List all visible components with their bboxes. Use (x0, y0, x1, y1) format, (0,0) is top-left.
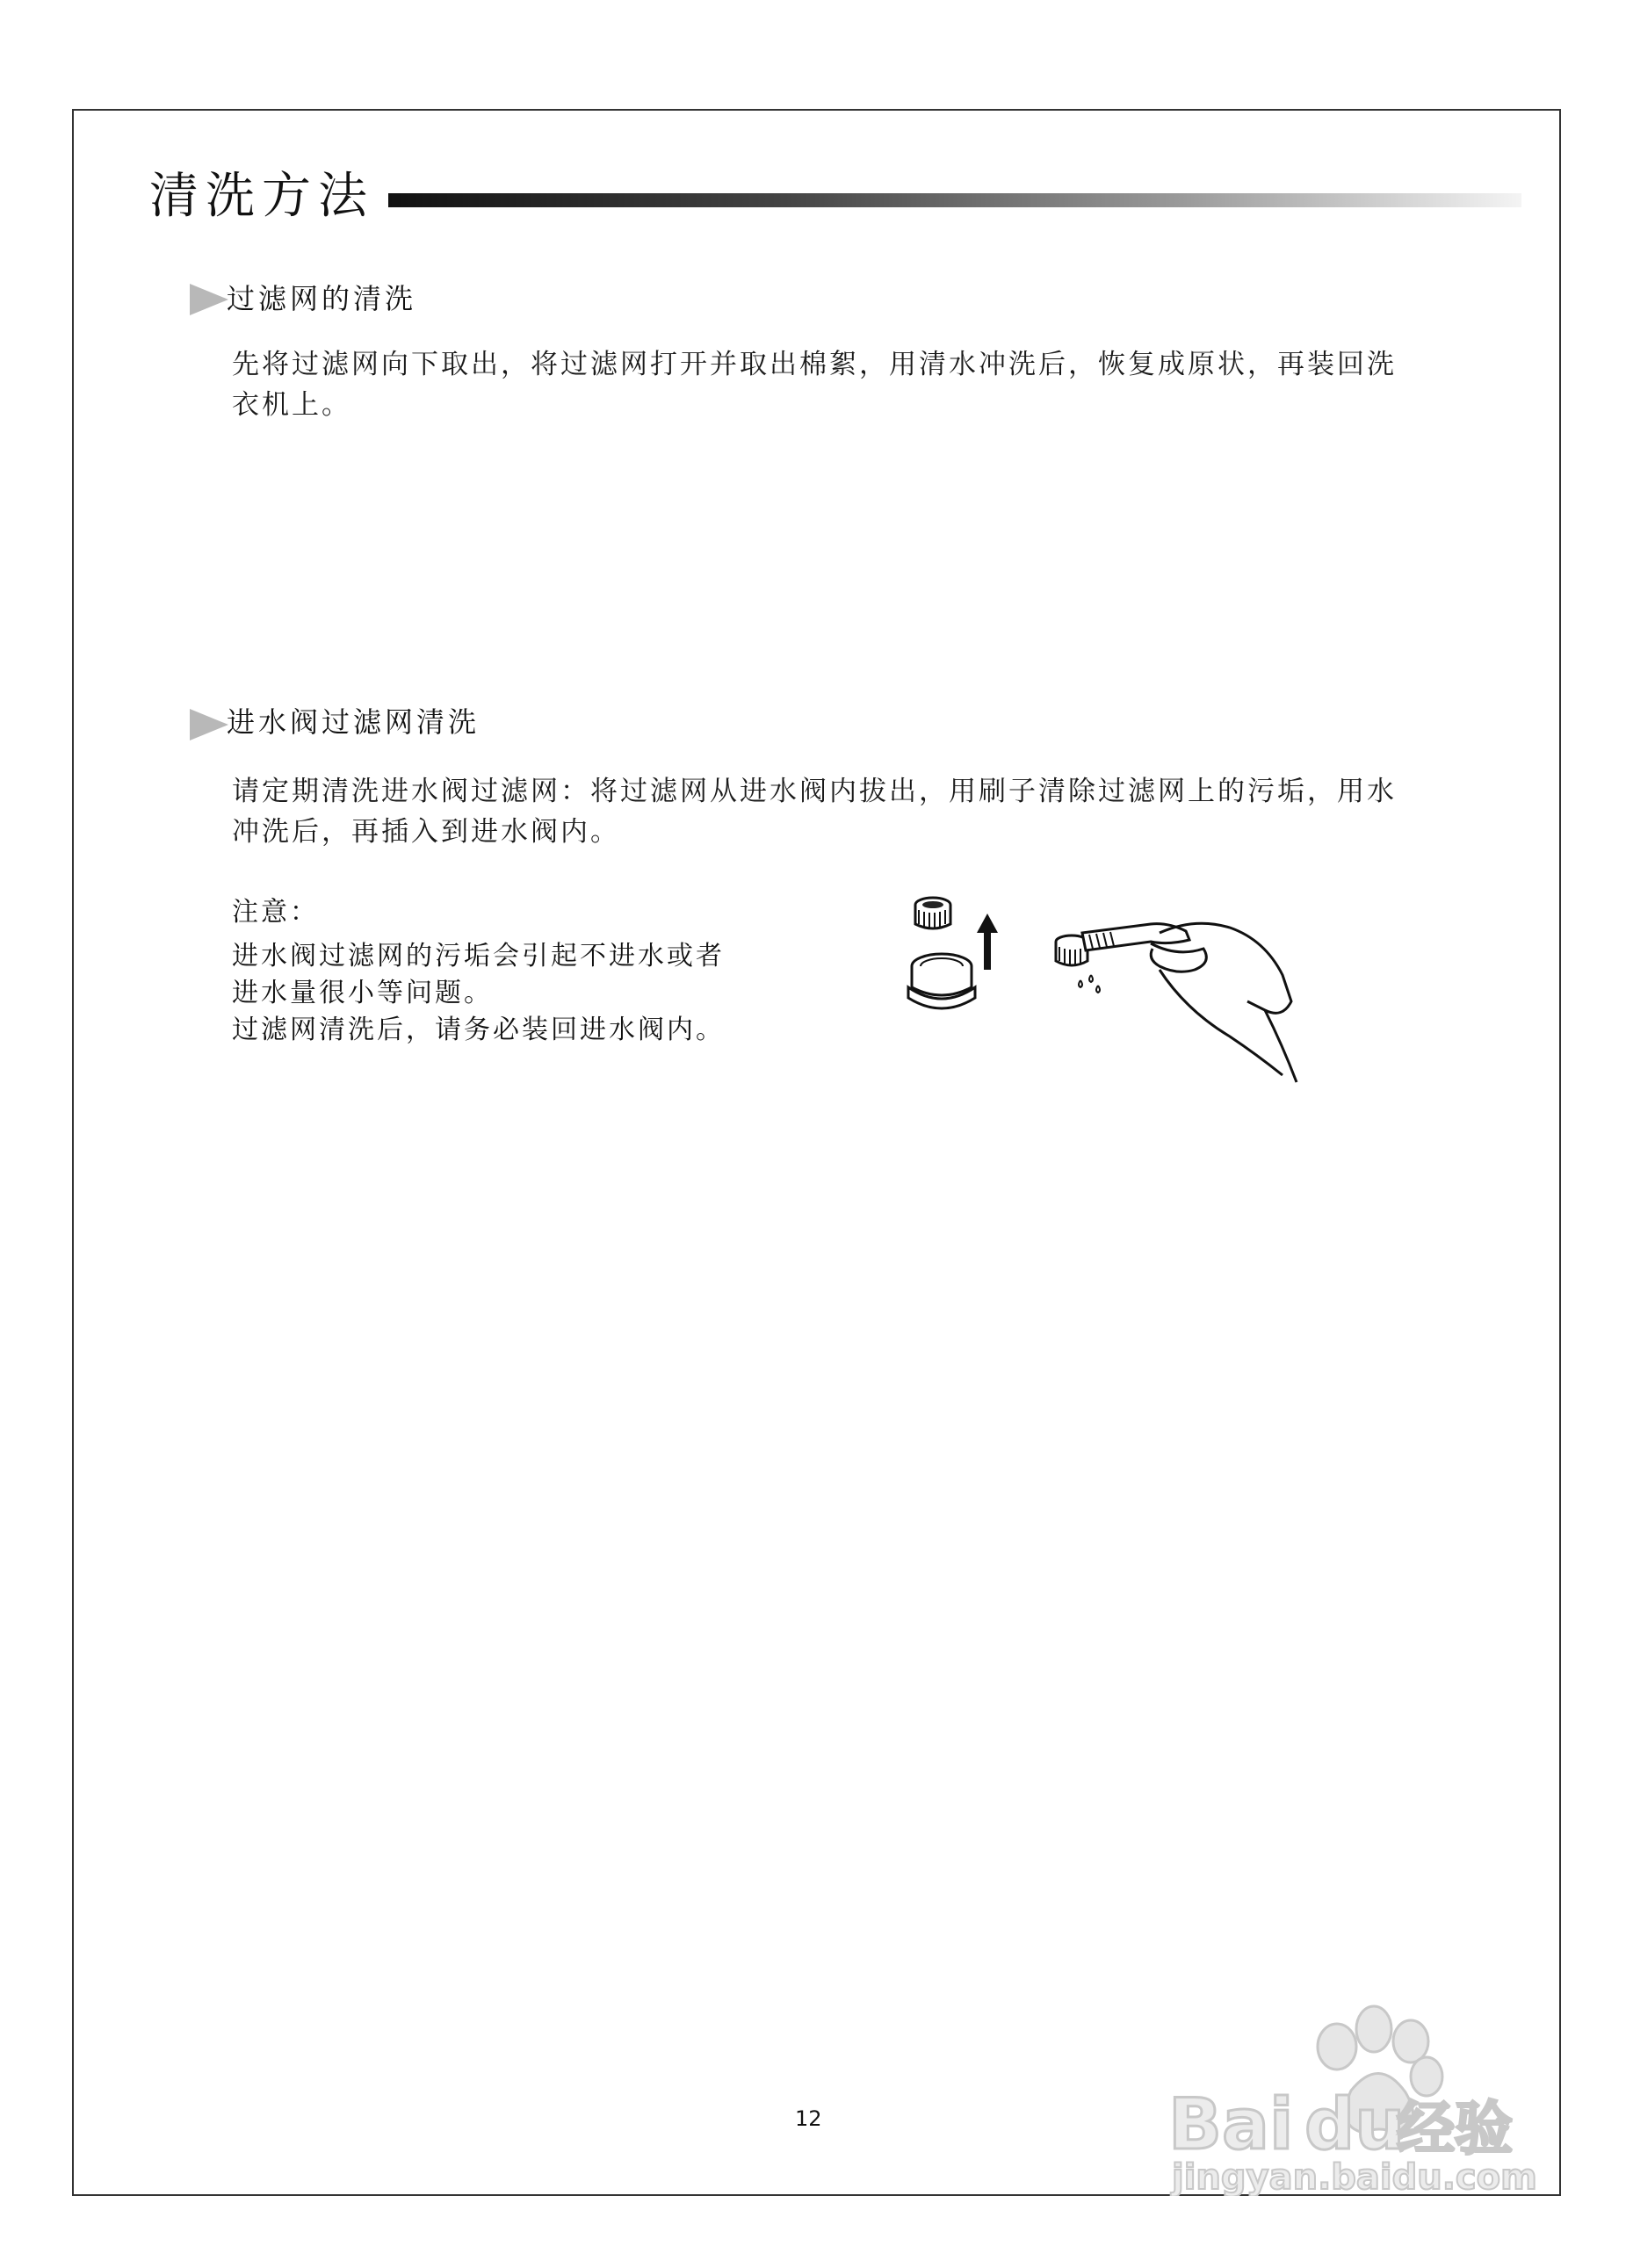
section-body-line: 冲洗后，再插入到进水阀内。 (232, 816, 620, 848)
section-heading-inlet-filter: 进水阀过滤网清洗 (227, 705, 481, 739)
hand-icon (1151, 923, 1297, 1082)
note-line: 进水量很小等问题。 (232, 978, 493, 1008)
note-line: 进水阀过滤网的污垢会引起不进水或者 (232, 941, 725, 971)
section-body-line: 衣机上。 (232, 389, 351, 421)
arrow-up-icon (977, 914, 998, 970)
section-heading-filter: 过滤网的清洗 (227, 282, 417, 315)
section-body-line: 请定期清洗进水阀过滤网：将过滤网从进水阀内拔出，用刷子清除过滤网上的污垢，用水 (232, 776, 1397, 807)
filter-cap-icon (915, 898, 950, 928)
note-line: 过滤网清洗后，请务必装回进水阀内。 (232, 1015, 725, 1045)
watermark-brand-text: Bai (1168, 2084, 1294, 2165)
water-drops-icon (1079, 975, 1100, 993)
watermark-brand2-text: du (1304, 2084, 1405, 2165)
watermark-cn-text: 经验 (1397, 2095, 1513, 2163)
page-title: 清洗方法 (149, 168, 374, 225)
watermark-url-text: jingyan.baidu.com (1172, 2157, 1537, 2196)
section-marker-icon (190, 709, 228, 740)
baidu-watermark (1116, 1994, 1537, 2199)
title-gradient-bar (388, 193, 1521, 207)
filter-cleaning-svg (896, 878, 1318, 1089)
filter-cleaning-illustration (896, 878, 1318, 1093)
section-body-line: 先将过滤网向下取出，将过滤网打开并取出棉絮，用清水冲洗后，恢复成原状，再装回洗 (232, 349, 1397, 380)
section-marker-icon (190, 284, 228, 315)
page-number: 12 (795, 2106, 822, 2131)
inlet-valve-icon (908, 954, 975, 1008)
note-label: 注意： (232, 897, 319, 928)
baidu-logo-icon (1116, 1994, 1537, 2196)
